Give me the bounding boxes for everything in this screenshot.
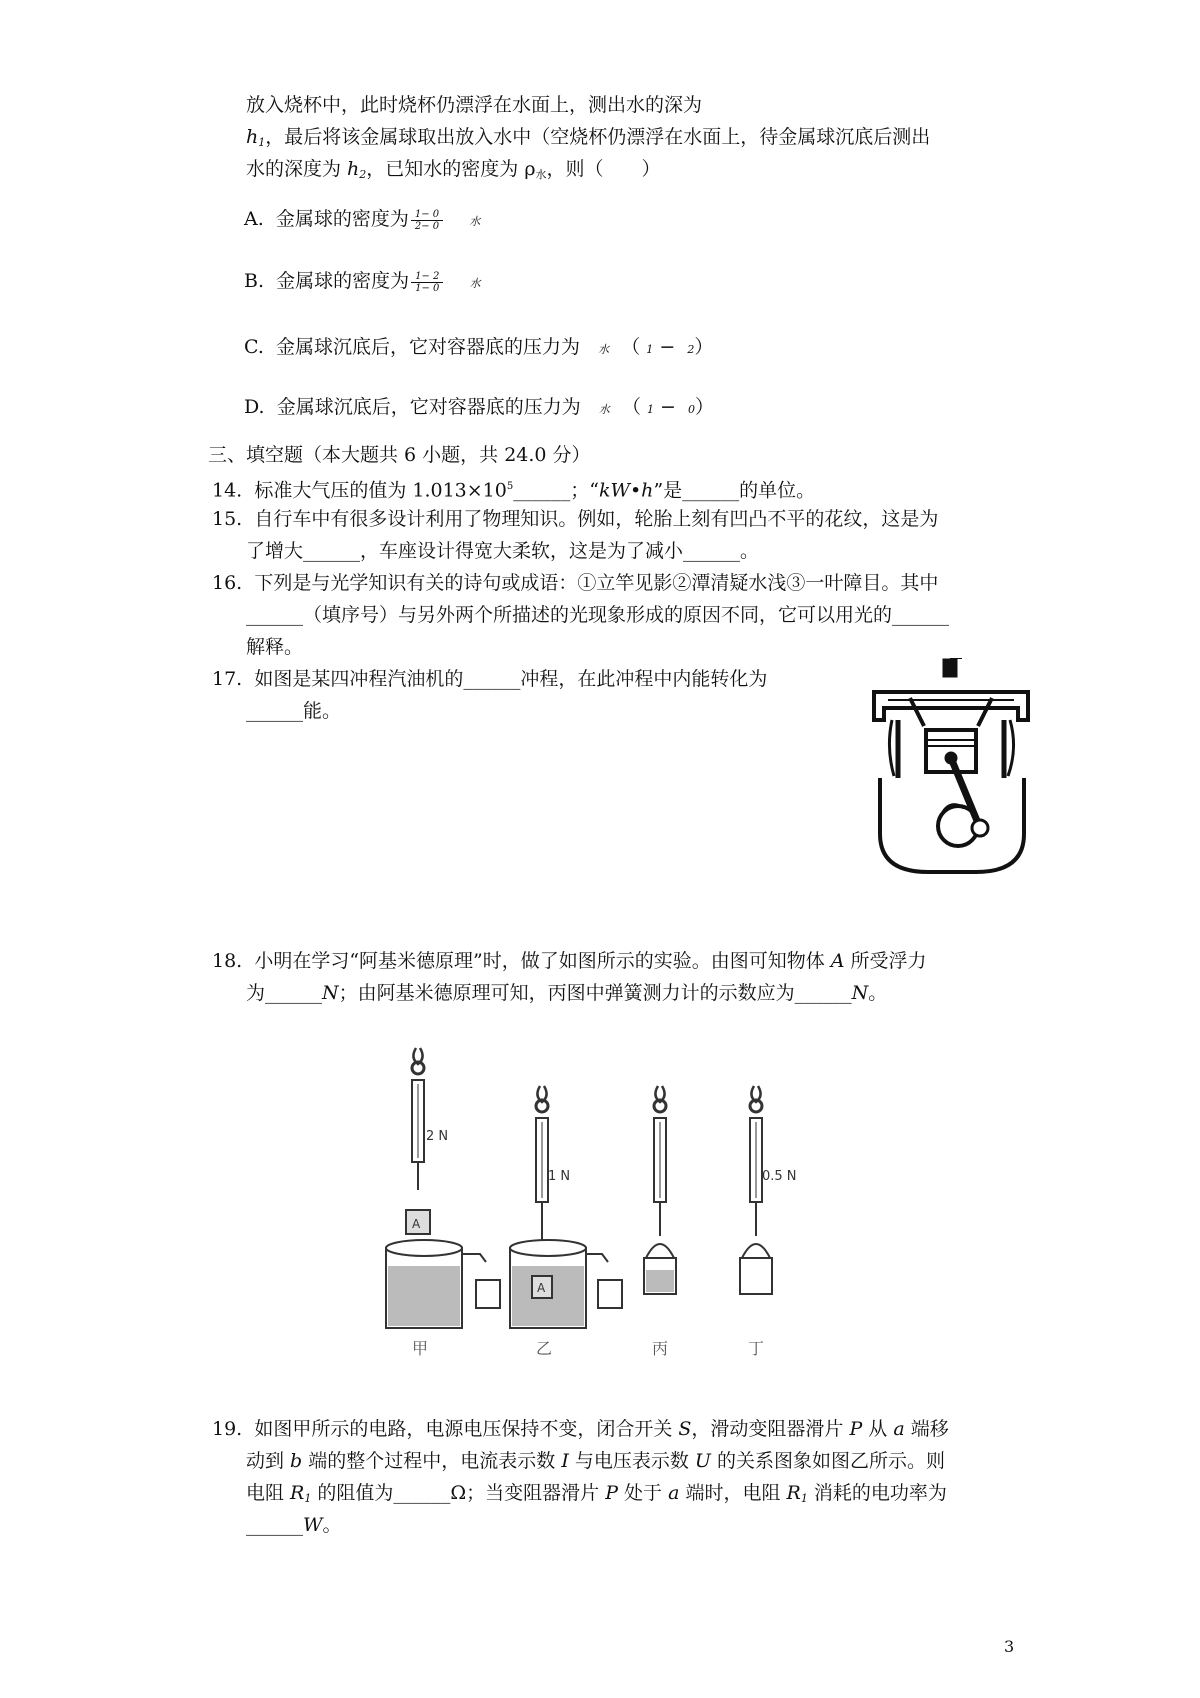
fraction <box>411 209 443 232</box>
reading-jia: 2 N <box>426 1129 449 1144</box>
var: a <box>893 1418 905 1440</box>
question-18-line-2 <box>246 980 887 1006</box>
page-number: 3 <box>1004 1637 1015 1656</box>
q13-line-1: 放入烧杯中，此时烧杯仍漂浮在水面上，测出水的深为 <box>246 94 703 116</box>
spring-scale-ding <box>740 1086 772 1294</box>
text: 消耗的电功率为 <box>807 1482 947 1504</box>
option-label: D. <box>244 396 265 418</box>
buoyancy-experiment-figure <box>376 1040 836 1360</box>
question-number: 15. <box>212 508 243 530</box>
fraction <box>411 271 443 294</box>
text: 为______ <box>246 982 323 1004</box>
term: 2 <box>687 343 695 356</box>
water-symbol: 水 <box>469 215 481 228</box>
question-15-line-2: 了增大______，车座设计得宽大柔软，这是为了减小______。 <box>246 540 760 562</box>
text: 。 <box>322 1514 342 1536</box>
var: P <box>849 1418 863 1440</box>
text: 端的整个过程中，电流表示数 <box>302 1450 562 1472</box>
text: 标准大气压的值为 1.013×10 <box>254 479 507 502</box>
subscript: 1 <box>800 1492 808 1505</box>
question-18-line-1 <box>212 948 927 974</box>
text: 处于 <box>618 1482 669 1504</box>
minus: − <box>660 396 676 418</box>
reading-yi: 1 N <box>548 1169 571 1184</box>
subscript: 1 <box>304 1492 312 1505</box>
option-text: 金属球沉底后，它对容器底的压力为 <box>276 336 581 358</box>
text: 如图是某四冲程汽油机的______冲程，在此冲程中内能转化为 <box>254 668 768 690</box>
text: ”是______的单位。 <box>653 479 816 502</box>
paren-close: ） <box>694 336 714 358</box>
text: 动到 <box>246 1450 291 1472</box>
option-d[interactable] <box>244 394 714 423</box>
text: ______ <box>246 1514 303 1536</box>
text: 电阻 <box>246 1482 291 1504</box>
option-c[interactable] <box>244 334 713 363</box>
question-19-line-2 <box>246 1448 945 1474</box>
section-heading: 三、填空题（本大题共 6 小题，共 24.0 分） <box>208 444 591 466</box>
caption-ding: 丁 <box>748 1339 765 1358</box>
text: 端时，电阻 <box>679 1482 787 1504</box>
subscript: 1 <box>258 136 266 149</box>
q13-line-2 <box>246 124 930 156</box>
text: 自行车中有很多设计利用了物理知识。例如，轮胎上刻有凹凸不平的花纹，这是为 <box>254 508 939 530</box>
spring-scale-jia <box>386 1048 500 1328</box>
text: 所受浮力 <box>844 950 927 972</box>
text: ，最后将该金属球取出放入水中（空烧杯仍漂浮在水面上，待金属球沉底后测出 <box>265 126 931 148</box>
caption-yi: 乙 <box>536 1339 553 1358</box>
unit: kW•h <box>598 479 654 502</box>
text: 与电压表示数 <box>568 1450 695 1472</box>
spring-scale-bing <box>644 1086 676 1294</box>
question-16-line-1 <box>212 570 938 596</box>
var: R <box>290 1482 305 1504</box>
text: 的阻值为______Ω；当变阻器滑片 <box>311 1482 606 1504</box>
text: ，滑动变阻器滑片 <box>691 1418 850 1440</box>
subscript: 2 <box>359 168 367 181</box>
option-a[interactable] <box>244 206 480 235</box>
unit: W <box>303 1514 323 1536</box>
option-text: 金属球沉底后，它对容器底的压力为 <box>276 396 581 418</box>
var: U <box>694 1450 711 1472</box>
var: a <box>668 1482 680 1504</box>
question-16-line-2: ______（填序号）与另外两个所描述的光现象形成的原因不同，它可以用光的______ <box>246 604 950 626</box>
question-19-line-3 <box>246 1480 947 1512</box>
unit: N <box>322 982 339 1004</box>
text: ，已知水的密度为 ρ <box>366 158 536 180</box>
question-number: 18. <box>212 950 243 972</box>
option-text: 金属球的密度为 <box>275 208 409 230</box>
term: 1 <box>646 343 654 356</box>
reading-ding: 0.5 N <box>762 1169 797 1184</box>
text: ，则（ ） <box>546 158 661 180</box>
spark-plug <box>944 660 956 676</box>
spring-scale-yi <box>510 1086 622 1328</box>
question-17-line-2: ______能。 <box>246 700 342 722</box>
water-symbol: 水 <box>598 403 610 416</box>
var: R <box>786 1482 801 1504</box>
object-label-jia: A <box>412 1217 421 1231</box>
term: 1 <box>646 403 654 416</box>
text: 的关系图象如图乙所示。则 <box>710 1450 945 1472</box>
var-h: h <box>246 126 259 148</box>
superscript: 5 <box>506 481 514 492</box>
text: 水的深度为 <box>246 158 348 180</box>
option-label: A. <box>244 208 264 230</box>
option-label: C. <box>244 336 264 358</box>
var-h: h <box>347 158 360 180</box>
object-label-yi: A <box>537 1281 546 1295</box>
question-16-line-3: 解释。 <box>246 636 304 658</box>
var: I <box>561 1450 569 1472</box>
fraction-denominator: 1− 0 <box>415 282 440 294</box>
question-number: 16. <box>212 572 243 594</box>
question-14 <box>212 474 815 503</box>
question-number: 17. <box>212 668 243 690</box>
question-17-line-1 <box>212 666 767 692</box>
option-label: B. <box>244 270 265 292</box>
text: 小明在学习“阿基米德原理”时，做了如图所示的实验。由图可知物体 <box>254 950 831 972</box>
minus: − <box>659 336 676 358</box>
fraction-numerator: 1− 0 <box>411 209 443 221</box>
caption-bing: 丙 <box>652 1339 669 1358</box>
subscript: 水 <box>535 168 547 181</box>
caption-jia: 甲 <box>412 1339 429 1358</box>
option-text: 金属球的密度为 <box>276 270 410 292</box>
option-b[interactable] <box>244 268 481 297</box>
question-19-line-4 <box>246 1512 342 1538</box>
question-number: 19. <box>212 1418 243 1440</box>
paren-close: ） <box>695 396 715 418</box>
text: 下列是与光学知识有关的诗句或成语：①立竿见影②潭清疑水浅③一叶障目。其中 <box>254 572 939 594</box>
question-15-line-1 <box>212 506 938 532</box>
fraction-denominator: 2− 0 <box>414 220 440 232</box>
object-symbol: A <box>830 950 845 972</box>
term: 0 <box>688 403 696 416</box>
unit: N <box>851 982 869 1004</box>
text: 。 <box>868 982 888 1004</box>
text: 端移 <box>904 1418 949 1440</box>
text: 从 <box>862 1418 894 1440</box>
question-19-line-1 <box>212 1416 949 1442</box>
question-number: 14. <box>212 479 243 502</box>
text: ______；“ <box>513 479 599 502</box>
var: P <box>605 1482 618 1504</box>
fraction-numerator: 1− 2 <box>411 271 443 283</box>
paren-open: （ <box>621 336 647 358</box>
water-symbol: 水 <box>469 277 481 290</box>
text: 如图甲所示的电路，电源电压保持不变，闭合开关 <box>254 1418 679 1440</box>
water-symbol: 水 <box>598 343 610 356</box>
var: S <box>678 1418 692 1440</box>
q13-line-3 <box>246 156 661 188</box>
paren-open: （ <box>621 396 647 418</box>
text: ；由阿基米德原理可知，丙图中弹簧测力计的示数应为______ <box>338 982 852 1004</box>
engine-diagram <box>868 658 1034 876</box>
var: b <box>290 1450 303 1472</box>
